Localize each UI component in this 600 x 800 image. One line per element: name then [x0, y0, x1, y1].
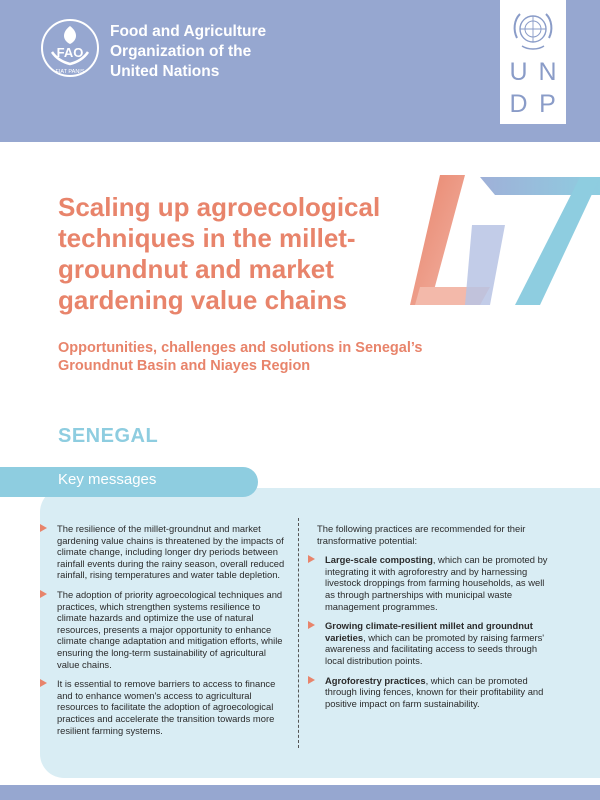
page-subtitle: Opportunities, challenges and solutions in Senegal’s Groundnut Basin and Niayes Region: [58, 340, 423, 374]
key-messages-right-column: [308, 523, 556, 717]
bullet-triangle-icon: [308, 621, 315, 629]
list-item: [40, 589, 290, 670]
bullet-triangle-icon: [308, 555, 315, 563]
un-emblem-icon: [508, 8, 558, 52]
column-divider: [298, 518, 299, 748]
practice-name: Growing climate-resilient millet and groundnut varieties: [325, 620, 533, 643]
practice-text: , which can be promoted through living fences, known for their profitability and positive impact on farm sustainability.: [325, 674, 544, 709]
key-messages-left-column: [40, 523, 290, 744]
footer-band: [0, 785, 600, 800]
fao-name-line: United Nations: [110, 63, 220, 80]
practice-text: , which can be promoted by integrating it with agroforestry and by harnessing livestock droppings from farming households, as well as through partnerships with municipal waste management programmes.: [325, 554, 548, 612]
country-label: SENEGAL: [58, 425, 159, 447]
list-item: [308, 675, 556, 710]
chevron-decoration-icon: [410, 165, 600, 310]
fao-logo-text: FAO: [56, 45, 84, 60]
bullet-triangle-icon: [40, 524, 47, 532]
practice-text: , which can be promoted by raising farmers' awareness and facilitating access to seeds through local distribution points.: [325, 631, 545, 666]
fao-name-line: Organization of the: [110, 43, 252, 60]
practices-intro: The following practices are recommended for their transformative potential:: [317, 523, 526, 546]
list-item: [308, 554, 556, 612]
practice-name: Agroforestry practices: [325, 674, 426, 686]
bullet-triangle-icon: [40, 679, 47, 687]
list-item: [40, 523, 290, 581]
bullet-triangle-icon: [40, 590, 47, 598]
undp-letter: N: [538, 57, 557, 86]
undp-logo: [500, 0, 566, 124]
list-item-text: It is essential to remove barriers to access to finance and to enhance women's access to agricultural resources to facilitate the adoption of agroecological practices and accelerate the transition towards more resilient farming systems.: [57, 678, 276, 736]
undp-letter: U: [509, 57, 528, 86]
fao-logo-motto: FIAT PANIS: [55, 69, 85, 75]
bullet-triangle-icon: [308, 676, 315, 684]
list-item: [40, 678, 290, 736]
key-messages-heading: Key messages: [58, 471, 157, 488]
undp-letter: D: [509, 89, 528, 118]
list-item-text: The adoption of priority agroecological techniques and practices, which strengthen systems resilience to climate hazards and optimize the use of natural resources, presents a major opportunity to enhance climate change adaptation and mitigation efforts, while ensuring the long-term sustainability of agricultural value chains.: [57, 588, 283, 670]
practice-name: Large-scale composting: [325, 554, 433, 566]
page-title: Scaling up agroecological techniques in the millet-groundnut and market gardening value chains: [58, 192, 381, 315]
fao-name-line: Food and Agriculture: [110, 23, 267, 40]
undp-letter: P: [539, 89, 556, 118]
fao-logo-icon: [40, 18, 100, 78]
undp-letter-grid: [504, 56, 562, 120]
list-item-text: The resilience of the millet-groundnut and market gardening value chains is threatened by the impacts of climate change, including longer dry periods between rainfall events during the rainy season, overall reduced rainfall, rising temperatures and water table depletion.: [57, 523, 285, 581]
list-item: [308, 620, 556, 666]
fao-organization-name: [110, 22, 266, 82]
